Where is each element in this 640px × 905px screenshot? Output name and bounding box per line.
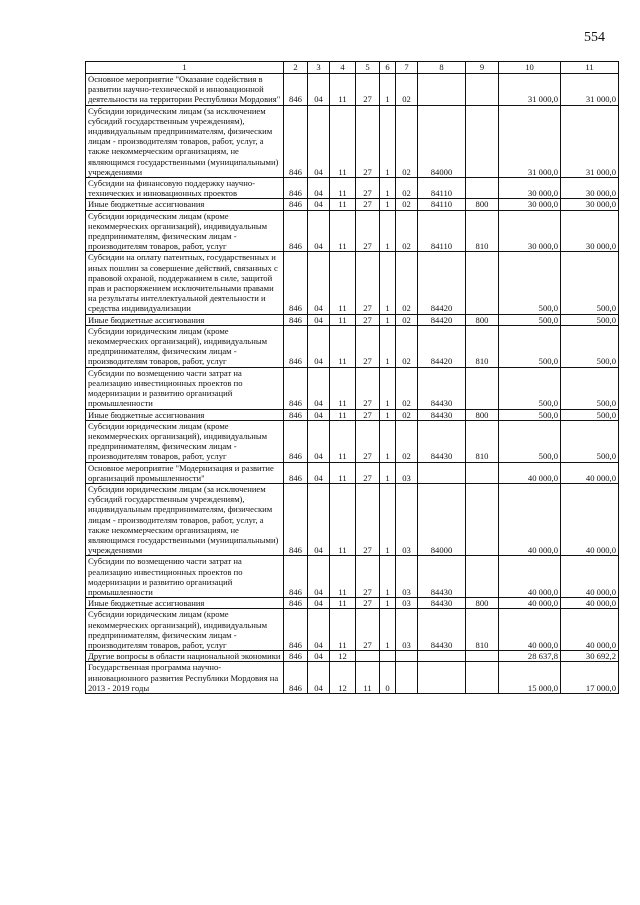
column-header: 10: [499, 62, 561, 74]
row-value-cell: [466, 367, 499, 409]
row-value-cell: [418, 662, 466, 694]
row-value-cell: 40 000,0: [561, 462, 619, 483]
row-name-cell: Иные бюджетные ассигнования: [86, 598, 284, 609]
row-value-cell: 02: [396, 210, 418, 252]
row-value-cell: [466, 462, 499, 483]
row-value-cell: [418, 74, 466, 106]
row-value-cell: 846: [284, 74, 308, 106]
row-value-cell: 02: [396, 409, 418, 420]
row-value-cell: 810: [466, 420, 499, 462]
row-value-cell: [466, 105, 499, 177]
row-value-cell: 27: [356, 199, 380, 210]
row-value-cell: 27: [356, 409, 380, 420]
row-value-cell: 84430: [418, 420, 466, 462]
row-value-cell: 02: [396, 325, 418, 367]
row-value-cell: 04: [308, 314, 330, 325]
column-header: 3: [308, 62, 330, 74]
row-value-cell: 1: [380, 367, 396, 409]
row-value-cell: 30 000,0: [499, 199, 561, 210]
row-value-cell: 846: [284, 598, 308, 609]
row-value-cell: [466, 651, 499, 662]
row-value-cell: 27: [356, 420, 380, 462]
row-value-cell: 1: [380, 74, 396, 106]
row-value-cell: 40 000,0: [499, 483, 561, 555]
row-value-cell: 11: [330, 609, 356, 651]
row-value-cell: 12: [330, 662, 356, 694]
row-value-cell: 27: [356, 210, 380, 252]
row-value-cell: 84430: [418, 598, 466, 609]
row-value-cell: 12: [330, 651, 356, 662]
row-name-cell: Субсидии юридическим лицам (кроме некоммерческих организаций), индивидуальным предпринимателям, физическим лицам - производителям товаров, работ, услуг: [86, 210, 284, 252]
row-value-cell: 11: [330, 462, 356, 483]
row-name-cell: Иные бюджетные ассигнования: [86, 199, 284, 210]
row-value-cell: [466, 662, 499, 694]
row-name-cell: Государственная программа научно-инновационного развития Республики Мордовия на 2013 - 2019 годы: [86, 662, 284, 694]
row-value-cell: 04: [308, 409, 330, 420]
row-value-cell: 31 000,0: [561, 74, 619, 106]
row-value-cell: 02: [396, 199, 418, 210]
row-value-cell: 27: [356, 556, 380, 598]
row-value-cell: 31 000,0: [499, 74, 561, 106]
column-header: 4: [330, 62, 356, 74]
row-value-cell: 11: [330, 483, 356, 555]
row-name-cell: Субсидии на финансовую поддержку научно-технических и инновационных проектов: [86, 178, 284, 199]
row-value-cell: 11: [330, 210, 356, 252]
row-value-cell: 31 000,0: [499, 105, 561, 177]
row-value-cell: 500,0: [499, 367, 561, 409]
row-value-cell: 27: [356, 178, 380, 199]
row-value-cell: 11: [330, 105, 356, 177]
row-value-cell: 30 000,0: [499, 210, 561, 252]
row-value-cell: 846: [284, 409, 308, 420]
row-value-cell: 04: [308, 74, 330, 106]
row-value-cell: 1: [380, 199, 396, 210]
row-value-cell: 800: [466, 314, 499, 325]
row-name-cell: Другие вопросы в области национальной экономики: [86, 651, 284, 662]
row-value-cell: 1: [380, 409, 396, 420]
row-value-cell: 810: [466, 210, 499, 252]
row-value-cell: 04: [308, 420, 330, 462]
row-value-cell: 1: [380, 210, 396, 252]
table-row: [86, 598, 619, 609]
row-value-cell: 40 000,0: [499, 609, 561, 651]
budget-table: [85, 61, 619, 694]
table-row: [86, 105, 619, 177]
table-row: [86, 178, 619, 199]
row-value-cell: 30 000,0: [561, 210, 619, 252]
row-value-cell: 27: [356, 314, 380, 325]
row-value-cell: 846: [284, 609, 308, 651]
row-value-cell: 27: [356, 598, 380, 609]
row-value-cell: 27: [356, 483, 380, 555]
row-value-cell: 846: [284, 556, 308, 598]
row-value-cell: 27: [356, 105, 380, 177]
row-name-cell: Иные бюджетные ассигнования: [86, 314, 284, 325]
row-value-cell: 11: [330, 74, 356, 106]
row-value-cell: 84430: [418, 367, 466, 409]
row-value-cell: [356, 651, 380, 662]
row-value-cell: 846: [284, 178, 308, 199]
row-value-cell: 04: [308, 556, 330, 598]
row-value-cell: [466, 74, 499, 106]
row-value-cell: 11: [330, 252, 356, 314]
row-value-cell: 11: [330, 367, 356, 409]
row-value-cell: 1: [380, 325, 396, 367]
row-value-cell: 846: [284, 199, 308, 210]
column-header: 9: [466, 62, 499, 74]
table-row: [86, 609, 619, 651]
row-value-cell: 11: [330, 420, 356, 462]
row-value-cell: 846: [284, 367, 308, 409]
row-value-cell: 1: [380, 483, 396, 555]
row-value-cell: 11: [330, 178, 356, 199]
row-value-cell: 846: [284, 483, 308, 555]
row-value-cell: 500,0: [561, 367, 619, 409]
row-value-cell: 17 000,0: [561, 662, 619, 694]
row-value-cell: [466, 556, 499, 598]
table-row: [86, 409, 619, 420]
row-value-cell: 500,0: [561, 409, 619, 420]
row-value-cell: 04: [308, 598, 330, 609]
row-value-cell: 800: [466, 409, 499, 420]
row-value-cell: 500,0: [499, 252, 561, 314]
column-header: 2: [284, 62, 308, 74]
row-value-cell: 84420: [418, 314, 466, 325]
column-header: 6: [380, 62, 396, 74]
row-value-cell: 500,0: [499, 314, 561, 325]
row-value-cell: 02: [396, 105, 418, 177]
row-name-cell: Субсидии юридическим лицам (кроме некоммерческих организаций), индивидуальным предпринимателям, физическим лицам - производителям товаров, работ, услуг: [86, 609, 284, 651]
row-value-cell: 84430: [418, 609, 466, 651]
row-value-cell: 30 000,0: [561, 178, 619, 199]
row-value-cell: 11: [330, 409, 356, 420]
table-row: [86, 483, 619, 555]
row-value-cell: 500,0: [499, 325, 561, 367]
row-value-cell: 846: [284, 314, 308, 325]
row-value-cell: 04: [308, 252, 330, 314]
row-value-cell: 03: [396, 462, 418, 483]
row-value-cell: 11: [330, 325, 356, 367]
row-value-cell: 04: [308, 651, 330, 662]
row-value-cell: 1: [380, 314, 396, 325]
row-value-cell: 02: [396, 74, 418, 106]
row-value-cell: 500,0: [561, 325, 619, 367]
row-value-cell: 1: [380, 609, 396, 651]
row-name-cell: Субсидии юридическим лицам (кроме некоммерческих организаций), индивидуальным предпринимателям, физическим лицам - производителям товаров, работ, услуг: [86, 420, 284, 462]
row-value-cell: 04: [308, 325, 330, 367]
row-value-cell: 1: [380, 178, 396, 199]
row-value-cell: 500,0: [499, 409, 561, 420]
table-row: [86, 462, 619, 483]
row-value-cell: 1: [380, 105, 396, 177]
row-value-cell: 84110: [418, 210, 466, 252]
row-value-cell: 31 000,0: [561, 105, 619, 177]
row-value-cell: 02: [396, 178, 418, 199]
row-value-cell: 03: [396, 556, 418, 598]
row-name-cell: Основное мероприятие "Модернизация и развитие организаций промышленности": [86, 462, 284, 483]
row-value-cell: 40 000,0: [499, 462, 561, 483]
row-value-cell: 84430: [418, 556, 466, 598]
row-value-cell: 846: [284, 462, 308, 483]
row-value-cell: 846: [284, 210, 308, 252]
row-name-cell: Субсидии юридическим лицам (за исключением субсидий государственным учреждениям), индивидуальным предпринимателям, физическим лицам - производителям товаров, работ, услуг, а также некоммерческим организациям, не являющимся государственными (муниципальными) учреждениями: [86, 105, 284, 177]
table-row: [86, 662, 619, 694]
row-value-cell: 500,0: [561, 252, 619, 314]
row-value-cell: 11: [356, 662, 380, 694]
table-row: [86, 210, 619, 252]
row-value-cell: 846: [284, 325, 308, 367]
row-value-cell: 04: [308, 105, 330, 177]
row-name-cell: Основное мероприятие "Оказание содействия в развитии научно-технической и инновационной деятельности на территории Республики Мордовия": [86, 74, 284, 106]
row-value-cell: 84000: [418, 483, 466, 555]
row-value-cell: [380, 651, 396, 662]
row-value-cell: 03: [396, 483, 418, 555]
row-value-cell: 1: [380, 420, 396, 462]
row-value-cell: 84110: [418, 199, 466, 210]
row-value-cell: [466, 178, 499, 199]
row-name-cell: Субсидии юридическим лицам (кроме некоммерческих организаций), индивидуальным предпринимателям, физическим лицам - производителям товаров, работ, услуг: [86, 325, 284, 367]
row-value-cell: 0: [380, 662, 396, 694]
row-value-cell: 84000: [418, 105, 466, 177]
row-value-cell: 1: [380, 598, 396, 609]
row-name-cell: Субсидии по возмещению части затрат на реализацию инвестиционных проектов по модернизации и развитию организаций промышленности: [86, 367, 284, 409]
row-value-cell: 30 692,2: [561, 651, 619, 662]
row-value-cell: [418, 462, 466, 483]
row-value-cell: 04: [308, 199, 330, 210]
row-name-cell: Иные бюджетные ассигнования: [86, 409, 284, 420]
row-value-cell: 846: [284, 420, 308, 462]
row-value-cell: 30 000,0: [561, 199, 619, 210]
row-value-cell: 27: [356, 325, 380, 367]
row-value-cell: 03: [396, 598, 418, 609]
row-value-cell: 03: [396, 609, 418, 651]
row-value-cell: 11: [330, 199, 356, 210]
row-value-cell: 04: [308, 483, 330, 555]
row-value-cell: 02: [396, 367, 418, 409]
row-value-cell: 27: [356, 74, 380, 106]
row-value-cell: [418, 651, 466, 662]
row-value-cell: 500,0: [561, 420, 619, 462]
row-value-cell: [396, 651, 418, 662]
table-row: [86, 420, 619, 462]
row-value-cell: 84430: [418, 409, 466, 420]
row-value-cell: 04: [308, 462, 330, 483]
row-value-cell: 04: [308, 210, 330, 252]
table-row: [86, 651, 619, 662]
row-value-cell: 810: [466, 609, 499, 651]
row-value-cell: 40 000,0: [561, 598, 619, 609]
row-value-cell: 846: [284, 105, 308, 177]
row-value-cell: 04: [308, 367, 330, 409]
table-row: [86, 556, 619, 598]
row-value-cell: 04: [308, 662, 330, 694]
row-value-cell: 84420: [418, 252, 466, 314]
row-value-cell: 500,0: [499, 420, 561, 462]
row-value-cell: 02: [396, 314, 418, 325]
column-header: 5: [356, 62, 380, 74]
row-value-cell: 40 000,0: [561, 556, 619, 598]
row-value-cell: 11: [330, 598, 356, 609]
row-value-cell: [466, 252, 499, 314]
table-row: [86, 367, 619, 409]
table-row: [86, 74, 619, 106]
table-row: [86, 325, 619, 367]
row-value-cell: 500,0: [561, 314, 619, 325]
row-value-cell: 1: [380, 252, 396, 314]
row-value-cell: 810: [466, 325, 499, 367]
row-value-cell: 27: [356, 462, 380, 483]
table-header-row: [86, 62, 619, 74]
row-value-cell: [396, 662, 418, 694]
row-value-cell: 02: [396, 420, 418, 462]
row-value-cell: 800: [466, 199, 499, 210]
column-header: 11: [561, 62, 619, 74]
row-name-cell: Субсидии по возмещению части затрат на реализацию инвестиционных проектов по модернизации и развитию организаций промышленности: [86, 556, 284, 598]
row-value-cell: 27: [356, 252, 380, 314]
row-value-cell: 28 637,8: [499, 651, 561, 662]
row-value-cell: 40 000,0: [561, 609, 619, 651]
row-name-cell: Субсидии на оплату патентных, государственных и иных пошлин за совершение действий, связанных с правовой охраной, поддержанием в силе, защитой прав и распоряжением исключительными правами на результаты интеллектуальной деятельности и средства индивидуализации: [86, 252, 284, 314]
row-value-cell: 84110: [418, 178, 466, 199]
row-value-cell: 40 000,0: [499, 556, 561, 598]
row-value-cell: 11: [330, 314, 356, 325]
table-row: [86, 199, 619, 210]
row-value-cell: 40 000,0: [561, 483, 619, 555]
page-number: 554: [584, 30, 605, 45]
row-value-cell: 1: [380, 462, 396, 483]
column-header: 1: [86, 62, 284, 74]
column-header: 8: [418, 62, 466, 74]
row-value-cell: 27: [356, 609, 380, 651]
row-value-cell: [466, 483, 499, 555]
row-value-cell: 11: [330, 556, 356, 598]
row-value-cell: 40 000,0: [499, 598, 561, 609]
row-value-cell: 04: [308, 609, 330, 651]
table-row: [86, 252, 619, 314]
row-value-cell: 800: [466, 598, 499, 609]
row-value-cell: 84420: [418, 325, 466, 367]
table-row: [86, 314, 619, 325]
row-value-cell: 846: [284, 651, 308, 662]
row-value-cell: 15 000,0: [499, 662, 561, 694]
row-value-cell: 1: [380, 556, 396, 598]
column-header: 7: [396, 62, 418, 74]
row-value-cell: 04: [308, 178, 330, 199]
row-value-cell: 02: [396, 252, 418, 314]
row-value-cell: 27: [356, 367, 380, 409]
row-value-cell: 846: [284, 252, 308, 314]
row-value-cell: 846: [284, 662, 308, 694]
row-value-cell: 30 000,0: [499, 178, 561, 199]
row-name-cell: Субсидии юридическим лицам (за исключением субсидий государственным учреждениям), индивидуальным предпринимателям, физическим лицам - производителям товаров, работ, услуг, а также некоммерческим организациям, не являющимся государственными (муниципальными) учреждениями: [86, 483, 284, 555]
